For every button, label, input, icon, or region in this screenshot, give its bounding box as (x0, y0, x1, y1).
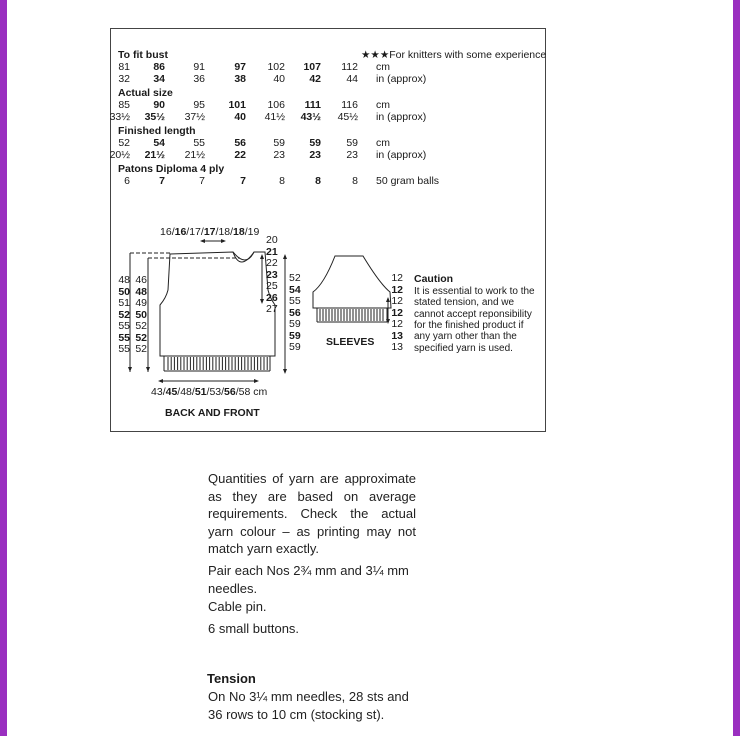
measure-value: 12 (391, 283, 403, 296)
measure-value: 26 (266, 291, 278, 304)
size-value: 23 (346, 149, 358, 161)
measure-value: 59 (289, 329, 301, 342)
size-value: 34 (153, 73, 165, 85)
size-value: 45½ (337, 111, 358, 123)
size-value: 40 (234, 111, 246, 123)
measure-value: 55 (118, 331, 130, 344)
size-value: 97 (234, 61, 246, 73)
caution-line: stated tension, and we (414, 297, 515, 309)
size-value: 81 (118, 61, 130, 73)
size-value: 44 (346, 73, 358, 85)
section-heading: Patons Diploma 4 ply (118, 163, 225, 175)
measure-value: 12 (391, 295, 403, 307)
measure-value: 55 (289, 295, 301, 307)
caution-line: specified yarn is used. (414, 342, 513, 354)
size-value: 55 (193, 137, 205, 149)
measure-value: 59 (289, 318, 301, 330)
size-value: 101 (228, 99, 246, 111)
measure-value: 52 (135, 320, 147, 332)
caution-line: It is essential to work to the (414, 286, 535, 297)
measure-value: 45 (165, 386, 178, 398)
measure-value: 22 (266, 257, 278, 269)
size-value: 35½ (144, 111, 165, 123)
measure-value: 46 (135, 274, 147, 286)
size-value: 22 (234, 149, 246, 161)
measure-value: 17 (203, 226, 216, 238)
measure-value: 12 (391, 306, 403, 319)
size-value: 6 (124, 175, 130, 187)
measure-value: 18 (218, 226, 231, 238)
materials-list (208, 562, 423, 637)
unit-label: in (approx) (376, 73, 427, 85)
measure-value: 52 (135, 331, 147, 344)
measure-value: 54 (289, 283, 301, 296)
size-value: 36 (193, 73, 205, 85)
measure-value: 58 (238, 386, 251, 398)
unit-label: cm (376, 137, 390, 149)
size-value: 85 (118, 99, 130, 111)
size-value: 86 (153, 61, 165, 73)
measure-value: 25 (266, 280, 278, 292)
measure-value: 16 (174, 226, 187, 238)
size-value: 7 (199, 175, 205, 187)
arrow-heads (128, 239, 390, 383)
size-value: 21½ (144, 149, 165, 161)
section-heading: Actual size (118, 87, 173, 99)
measure-value: 51 (194, 386, 207, 398)
size-value: 8 (315, 175, 321, 187)
size-value: 7 (159, 175, 165, 187)
needles-note: Pair each Nos 2¾ mm and 3¼ mm needles. (208, 563, 409, 596)
size-value: 20½ (109, 149, 130, 161)
size-value: 8 (352, 175, 358, 187)
body-outline (160, 252, 275, 356)
measure-value: 53 (209, 386, 222, 398)
unit-label: in (approx) (376, 111, 427, 123)
measure-value: 50 (135, 308, 147, 321)
section-heading: To fit bust (118, 49, 168, 61)
size-value: 59 (309, 137, 321, 149)
measure-value: 55 (118, 320, 130, 332)
size-value: 54 (153, 137, 165, 149)
measure-value: 52 (289, 272, 301, 284)
size-value: 52 (118, 137, 130, 149)
size-value: 56 (234, 137, 246, 149)
measure-value: 48 (180, 386, 192, 398)
measure-value: 19 (247, 226, 260, 238)
caution-line: any yarn other than the (414, 331, 517, 343)
measure-value: 13 (391, 329, 403, 342)
unit-label: in (approx) (376, 149, 427, 161)
measure-value: 56 (289, 306, 301, 319)
size-value: 111 (304, 99, 321, 111)
size-value: 40 (273, 73, 285, 85)
measure-value: 13 (391, 341, 403, 353)
measure-value: 48 (135, 285, 147, 298)
tension-heading: Tension (207, 671, 256, 686)
size-value: 95 (193, 99, 205, 111)
measure-value: 55 (118, 343, 130, 355)
tension-text: On No 3¼ mm needles, 28 sts and 36 rows to 10 cm (stocking st). (208, 689, 409, 722)
measure-value: 52 (118, 308, 130, 321)
size-value: 23 (273, 149, 285, 161)
size-value: 7 (240, 175, 246, 187)
measure-value: 56 (224, 386, 236, 398)
measure-value: 18 (233, 226, 245, 238)
size-value: 33½ (109, 111, 130, 123)
measure-value: 50 (118, 285, 130, 298)
size-value: 32 (118, 73, 130, 85)
size-value: 106 (267, 99, 285, 111)
size-value: 8 (279, 175, 285, 187)
unit-label: cm (376, 61, 390, 73)
experience-note: ★★★For knitters with some experience (361, 49, 547, 61)
size-value: 91 (193, 61, 205, 73)
cable-pin-note: Cable pin. (208, 599, 267, 614)
measure-value: 27 (266, 303, 278, 315)
size-value: 59 (273, 137, 285, 149)
back-and-front-label: BACK AND FRONT (165, 407, 260, 419)
measure-value: 49 (135, 297, 147, 309)
measure-value: 51 (118, 297, 130, 309)
measure-value: 16 (160, 226, 172, 238)
measure-value: 17 (189, 226, 201, 238)
size-value: 43½ (300, 111, 321, 123)
size-value: 37½ (184, 111, 205, 123)
measure-value: 20 (266, 234, 278, 246)
size-value: 42 (309, 73, 321, 85)
measure-value: 59 (289, 341, 301, 353)
caution-line: for the finished product if (414, 319, 524, 331)
sleeves-label: SLEEVES (326, 336, 375, 348)
size-value: 116 (341, 99, 358, 111)
section-heading: Finished length (118, 125, 196, 137)
size-value: 38 (234, 73, 246, 85)
caution-heading: Caution (414, 273, 454, 285)
size-value: 23 (309, 149, 321, 161)
unit-label: 50 gram balls (376, 175, 440, 187)
measure-value: 12 (391, 318, 403, 330)
measure-value: 12 (391, 272, 403, 284)
neck-width-label: 16/16/17/17/18/18/19 (160, 226, 260, 238)
measure-value: 43 (151, 386, 163, 398)
size-value: 107 (303, 61, 321, 73)
measure-value: 23 (266, 268, 278, 281)
buttons-note: 6 small buttons. (208, 620, 300, 636)
caution-line: cannot accept reponsibility (414, 308, 532, 320)
measure-value: 52 (135, 343, 147, 355)
yarn-quantities-note: Quantities of yarn are approximate as they are based on average requirements. Check the actual yarn colour – as printing may not match yarn exactly. (208, 471, 416, 556)
measure-value: 48 (118, 274, 130, 286)
unit-label: cm (376, 99, 390, 111)
size-value: 102 (267, 61, 285, 73)
size-value: 21½ (184, 149, 205, 161)
width-label: 43/45/48/51/53/56/58 cm (151, 386, 268, 398)
size-value: 59 (346, 137, 358, 149)
measure-value: 21 (266, 245, 278, 258)
size-value: 112 (341, 61, 358, 73)
size-value: 90 (153, 99, 165, 111)
size-value: 41½ (264, 111, 285, 123)
